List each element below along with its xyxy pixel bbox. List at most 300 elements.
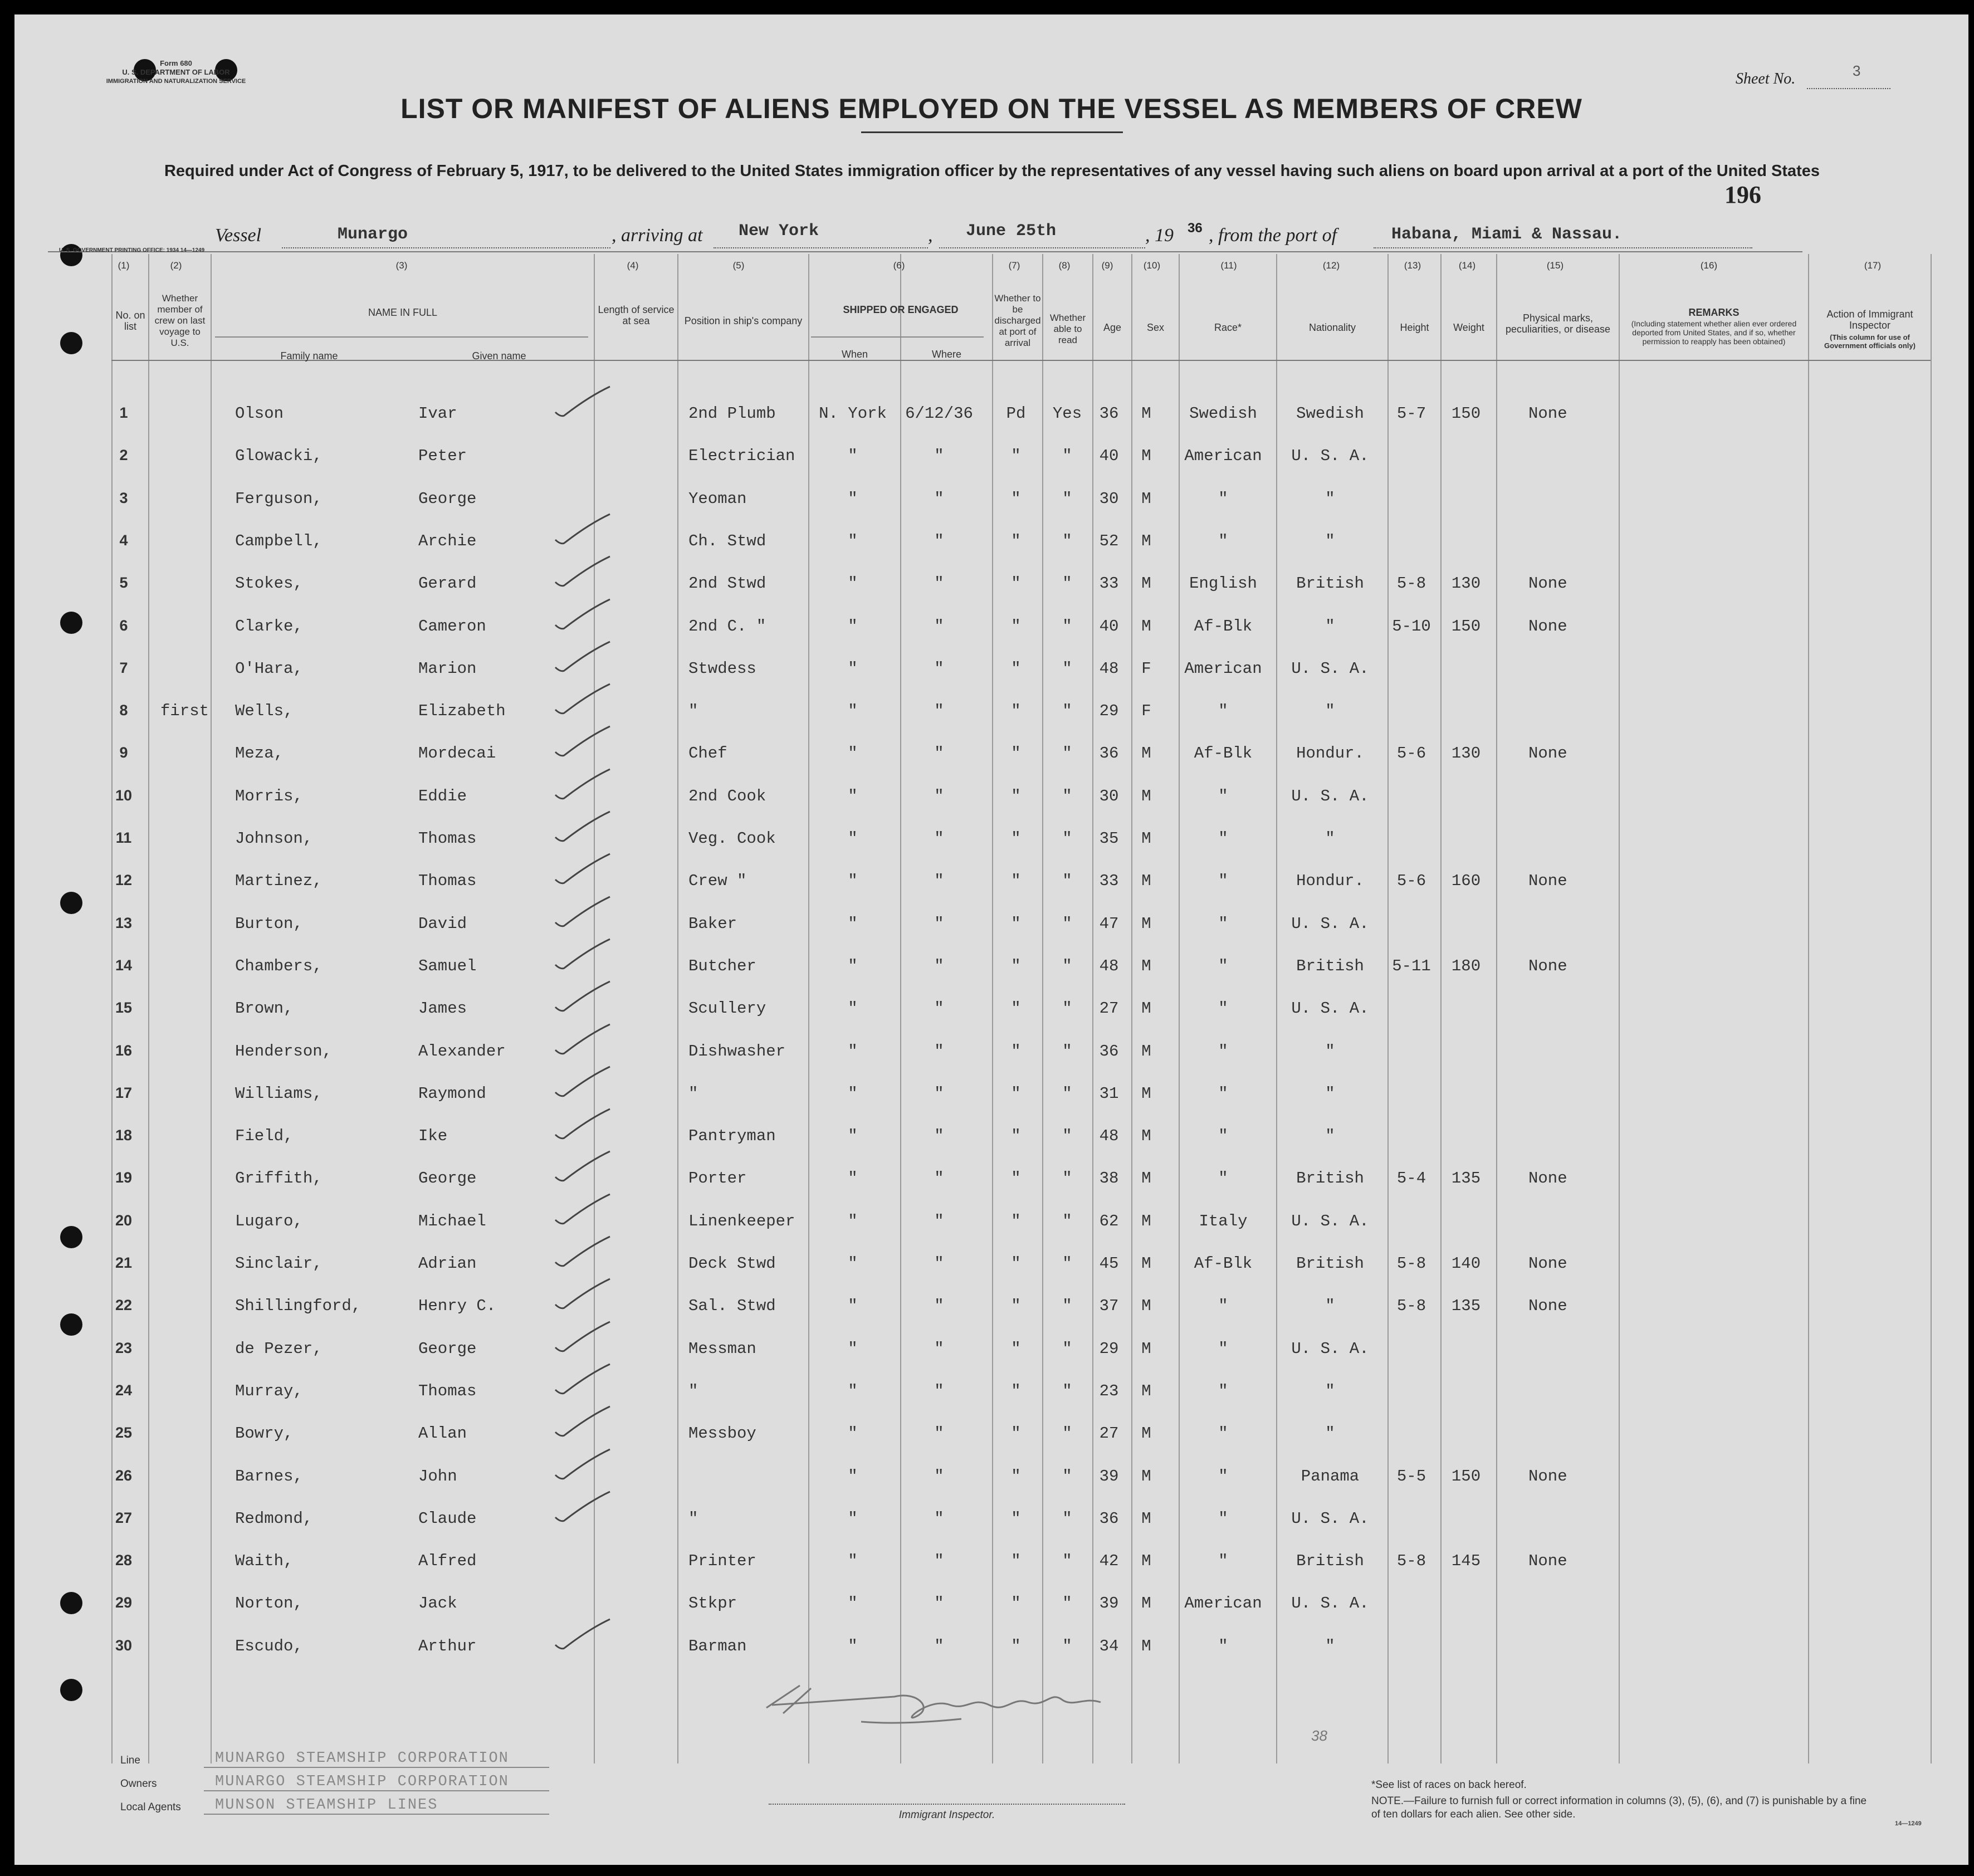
row-when: " [848, 1127, 858, 1146]
row-where: " [934, 1211, 944, 1230]
table-row [14, 526, 1968, 560]
row-age: 33 [1099, 574, 1119, 593]
colnum-3: (3) [395, 260, 408, 271]
row-when: " [848, 1381, 858, 1400]
row-weight: 135 [1451, 1297, 1481, 1316]
row-race: " [1218, 1127, 1228, 1146]
row-race: Af-Blk [1194, 1254, 1253, 1273]
row-given-name: Arthur [418, 1636, 477, 1655]
row-weight: 135 [1451, 1169, 1481, 1188]
row-able-to-read: " [1062, 617, 1072, 636]
row-nationality: British [1296, 1169, 1364, 1188]
row-number: 12 [115, 872, 133, 889]
from-port-label: , from the port of [1209, 225, 1337, 246]
row-nationality: British [1296, 574, 1364, 593]
name-rule [215, 336, 588, 338]
row-given-name: Mordecai [418, 744, 496, 763]
row-nationality: " [1325, 489, 1335, 508]
table-row [14, 1249, 1968, 1282]
row-family-name: Ferguson, [235, 489, 323, 508]
row-sex: M [1141, 531, 1151, 550]
row-sex: M [1141, 574, 1151, 593]
row-discharged: " [1011, 702, 1021, 721]
check-mark-icon [552, 808, 613, 847]
row-age: 33 [1099, 872, 1119, 891]
arrival-date: June 25th [966, 222, 1057, 241]
row-race: " [1218, 786, 1228, 805]
row-race: " [1218, 531, 1228, 550]
row-discharged: " [1011, 1636, 1021, 1655]
row-able-to-read: " [1062, 1042, 1072, 1061]
row-sex: M [1141, 1552, 1151, 1571]
row-where: " [934, 531, 944, 550]
header-action-note: (This column for use of Government officials only) [1824, 333, 1916, 350]
row-race: " [1218, 872, 1228, 891]
sheet-no-value: 3 [1853, 62, 1861, 79]
row-position: 2nd Plumb [688, 404, 776, 423]
check-mark-icon [552, 1318, 613, 1357]
punch-hole [60, 332, 82, 354]
row-age: 48 [1099, 956, 1119, 975]
check-mark-icon [552, 383, 613, 422]
row-number: 7 [119, 659, 128, 676]
row-nationality: U. S. A. [1291, 1339, 1369, 1358]
row-able-to-read: " [1062, 1169, 1072, 1188]
row-family-name: Stokes, [235, 574, 303, 593]
row-age: 36 [1099, 1509, 1119, 1528]
row-discharged: " [1011, 1297, 1021, 1316]
margin-note: 38 [1311, 1727, 1327, 1744]
row-height: 5-8 [1396, 1297, 1426, 1316]
row-where: " [934, 1297, 944, 1316]
colnum-8: (8) [1058, 260, 1071, 271]
header-family-name: Family name [280, 350, 338, 361]
row-race: " [1218, 1509, 1228, 1528]
row-race: " [1218, 829, 1228, 848]
row-able-to-read: " [1062, 1636, 1072, 1655]
row-where: " [934, 1169, 944, 1188]
line-value: MUNARGO STEAMSHIP CORPORATION [215, 1750, 509, 1767]
row-discharged: " [1011, 1042, 1021, 1061]
row-discharged: " [1011, 872, 1021, 891]
vessel-label: Vessel [215, 225, 262, 246]
check-mark-icon [552, 1233, 613, 1272]
row-height: 5-4 [1396, 1169, 1426, 1188]
row-number: 13 [115, 914, 133, 931]
row-where: " [934, 1084, 944, 1103]
table-row [14, 1376, 1968, 1410]
row-race: " [1218, 1297, 1228, 1316]
row-sex: M [1141, 956, 1151, 975]
table-row [14, 696, 1968, 730]
row-physical-marks: None [1528, 574, 1567, 593]
row-family-name: de Pezer, [235, 1339, 323, 1358]
row-family-name: Wells, [235, 702, 294, 721]
check-mark-icon [552, 1361, 613, 1400]
row-when: " [848, 1297, 858, 1316]
row-age: 29 [1099, 702, 1119, 721]
agents-value: MUNSON STEAMSHIP LINES [215, 1797, 438, 1814]
row-age: 62 [1099, 1211, 1119, 1230]
row-number: 19 [115, 1169, 133, 1186]
row-age: 39 [1099, 1467, 1119, 1486]
row-discharged: Pd [1006, 404, 1026, 423]
row-number: 4 [119, 531, 128, 549]
check-mark-icon [552, 1063, 613, 1102]
row-race: Swedish [1189, 404, 1257, 423]
header-where: Where [931, 349, 961, 360]
row-age: 35 [1099, 829, 1119, 848]
row-discharged: " [1011, 1084, 1021, 1103]
owners-value: MUNARGO STEAMSHIP CORPORATION [215, 1774, 509, 1790]
row-sex: F [1141, 659, 1151, 678]
row-given-name: Thomas [418, 872, 477, 891]
row-position: Messman [688, 1339, 756, 1358]
row-discharged: " [1011, 574, 1021, 593]
colnum-10: (10) [1143, 260, 1161, 271]
row-race: " [1218, 1467, 1228, 1486]
row-race: " [1218, 1381, 1228, 1400]
row-sex: M [1141, 1084, 1151, 1103]
row-height: 5-6 [1396, 872, 1426, 891]
row-able-to-read: " [1062, 1381, 1072, 1400]
row-race: Italy [1199, 1211, 1248, 1230]
row-age: 52 [1099, 531, 1119, 550]
row-height: 5-5 [1396, 1467, 1426, 1486]
row-weight: 140 [1451, 1254, 1481, 1273]
row-physical-marks: None [1528, 1297, 1567, 1316]
row-race: Af-Blk [1194, 744, 1253, 763]
row-when: " [848, 1084, 858, 1103]
row-physical-marks: None [1528, 1552, 1567, 1571]
row-age: 36 [1099, 1042, 1119, 1061]
check-mark-icon [552, 596, 613, 635]
vessel-name: Munargo [338, 225, 408, 244]
row-number: 22 [115, 1297, 133, 1314]
row-given-name: Allan [418, 1424, 467, 1443]
row-position: " [688, 1509, 698, 1528]
row-when: " [848, 1254, 858, 1273]
row-sex: M [1141, 447, 1151, 466]
row-when: " [848, 1169, 858, 1188]
list-number: 196 [1724, 181, 1761, 208]
row-where: " [934, 1552, 944, 1571]
row-race: " [1218, 1042, 1228, 1061]
arrival-port: New York [739, 222, 819, 241]
row-number: 26 [115, 1467, 133, 1484]
row-sex: M [1141, 999, 1151, 1018]
header-member-last-voyage: Whether member of crew on last voyage to U.S. [154, 293, 206, 348]
printing-note: U. S. GOVERNMENT PRINTING OFFICE: 1934 14—1249 [59, 247, 205, 253]
table-row [14, 612, 1968, 645]
row-physical-marks: None [1528, 872, 1567, 891]
line-field [204, 1767, 549, 1768]
row-where: " [934, 744, 944, 763]
row-height: 5-8 [1396, 1552, 1426, 1571]
row-weight: 150 [1451, 617, 1481, 636]
check-mark-icon [552, 681, 613, 720]
row-able-to-read: " [1062, 1211, 1072, 1230]
row-where: " [934, 1339, 944, 1358]
row-nationality: " [1325, 531, 1335, 550]
row-when: " [848, 1467, 858, 1486]
row-position: Yeoman [688, 489, 747, 508]
table-row [14, 1079, 1968, 1112]
row-nationality: " [1325, 1084, 1335, 1103]
row-age: 40 [1099, 447, 1119, 466]
header-physical-marks: Physical marks, peculiarities, or disease [1505, 312, 1611, 335]
row-where: " [934, 956, 944, 975]
row-nationality: " [1325, 1127, 1335, 1146]
header-sex: Sex [1146, 322, 1165, 333]
colnum-14: (14) [1458, 260, 1476, 271]
colnum-16: (16) [1700, 260, 1718, 271]
row-position: Crew " [688, 872, 747, 891]
sheet-no-label: Sheet No. [1736, 70, 1796, 87]
row-sex: M [1141, 404, 1151, 423]
row-when: " [848, 531, 858, 550]
row-position: Electrician [688, 447, 795, 466]
header-able-to-read: Whether able to read [1049, 312, 1086, 345]
row-height: 5-8 [1396, 574, 1426, 593]
row-number: 23 [115, 1339, 133, 1356]
row-number: 15 [115, 999, 133, 1017]
check-mark-icon [552, 1616, 613, 1655]
row-number: 20 [115, 1211, 133, 1229]
check-mark-icon [552, 1021, 613, 1060]
row-discharged: " [1011, 744, 1021, 763]
row-weight: 180 [1451, 956, 1481, 975]
row-able-to-read: " [1062, 702, 1072, 721]
row-sex: M [1141, 1339, 1151, 1358]
check-mark-icon [552, 1446, 613, 1485]
row-age: 30 [1099, 489, 1119, 508]
row-position: Ch. Stwd [688, 531, 766, 550]
check-mark-icon [552, 766, 613, 805]
row-discharged: " [1011, 829, 1021, 848]
row-when: " [848, 447, 858, 466]
colnum-7: (7) [1008, 260, 1020, 271]
row-number: 16 [115, 1042, 133, 1059]
colnum-12: (12) [1322, 260, 1340, 271]
form-identifier: Form 680 U. S. DEPARTMENT OF LABOR IMMIGRATION AND NATURALIZATION SERVICE [106, 59, 246, 85]
row-weight: 130 [1451, 744, 1481, 763]
header-remarks-note: (Including statement whether alien ever ordered deported from United States, and if so, whether permission to reapply has been obtained) [1631, 319, 1797, 346]
row-weight: 130 [1451, 574, 1481, 593]
row-number: 14 [115, 956, 133, 974]
row-number: 21 [115, 1254, 133, 1271]
agents-field [204, 1814, 549, 1815]
table-row [14, 1121, 1968, 1155]
row-when: " [848, 1339, 858, 1358]
row-when: " [848, 1424, 858, 1443]
row-where: " [934, 872, 944, 891]
row-nationality: " [1325, 702, 1335, 721]
inspector-line [769, 1804, 1125, 1805]
row-physical-marks: None [1528, 404, 1567, 423]
row-number: 9 [119, 744, 128, 761]
row-number: 27 [115, 1509, 133, 1526]
row-given-name: Ivar [418, 404, 457, 423]
row-given-name: Henry C. [418, 1297, 496, 1316]
row-when: N. York [819, 404, 887, 423]
row-age: 45 [1099, 1254, 1119, 1273]
row-number: 11 [115, 829, 132, 846]
row-discharged: " [1011, 1254, 1021, 1273]
row-given-name: Jack [418, 1594, 457, 1613]
page-subtitle: Required under Act of Congress of February 5, 1917, to be delivered to the United States immigration officer by the representatives of any vessel having such aliens on board upon arrival at a port of the United States [164, 162, 1820, 180]
title-rule [861, 131, 1123, 133]
from-port-line [1374, 247, 1752, 248]
row-family-name: Lugaro, [235, 1211, 303, 1230]
row-able-to-read: " [1062, 829, 1072, 848]
row-family-name: Sinclair, [235, 1254, 323, 1273]
row-family-name: Redmond, [235, 1509, 313, 1528]
row-nationality: Hondur. [1296, 744, 1364, 763]
row-able-to-read: " [1062, 1127, 1072, 1146]
row-family-name: Clarke, [235, 617, 303, 636]
row-discharged: " [1011, 999, 1021, 1018]
row-nationality: U. S. A. [1291, 447, 1369, 466]
row-when: " [848, 999, 858, 1018]
row-where: " [934, 1254, 944, 1273]
row-nationality: U. S. A. [1291, 914, 1369, 933]
row-able-to-read: " [1062, 956, 1072, 975]
table-row [14, 781, 1968, 815]
row-height: 5-10 [1392, 617, 1431, 636]
row-family-name: Waith, [235, 1552, 294, 1571]
row-nationality: " [1325, 1042, 1335, 1061]
row-able-to-read: " [1062, 531, 1072, 550]
row-number: 3 [119, 489, 128, 506]
colnum-4: (4) [627, 260, 639, 271]
row-able-to-read: Yes [1052, 404, 1082, 423]
row-position: Stkpr [688, 1594, 737, 1613]
table-row [14, 824, 1968, 857]
row-sex: M [1141, 1467, 1151, 1486]
row-nationality: " [1325, 617, 1335, 636]
table-row [14, 569, 1968, 602]
row-when: " [848, 829, 858, 848]
row-sex: M [1141, 1254, 1151, 1273]
inspector-label: Immigrant Inspector. [898, 1809, 995, 1821]
row-able-to-read: " [1062, 999, 1072, 1018]
row-number: 18 [115, 1127, 133, 1144]
row-when: " [848, 872, 858, 891]
header-name-in-full: NAME IN FULL [368, 307, 438, 318]
row-family-name: Williams, [235, 1084, 323, 1103]
row-physical-marks: None [1528, 1254, 1567, 1273]
row-family-name: Burton, [235, 914, 303, 933]
owners-field [204, 1790, 549, 1791]
row-family-name: Johnson, [235, 829, 313, 848]
check-mark-icon [552, 1191, 613, 1230]
row-discharged: " [1011, 617, 1021, 636]
table-row [14, 399, 1968, 432]
row-able-to-read: " [1062, 1509, 1072, 1528]
row-family-name: Norton, [235, 1594, 303, 1613]
row-nationality: U. S. A. [1291, 1211, 1369, 1230]
table-row [14, 1164, 1968, 1197]
row-given-name: Eddie [418, 786, 467, 805]
row-able-to-read: " [1062, 1594, 1072, 1613]
row-family-name: Henderson, [235, 1042, 333, 1061]
row-nationality: " [1325, 829, 1335, 848]
arriving-label: , arriving at [612, 225, 703, 246]
check-mark-icon [552, 553, 613, 592]
header-no-on-list: No. on list [115, 310, 145, 332]
row-discharged: " [1011, 1509, 1021, 1528]
row-where: " [934, 1509, 944, 1528]
table-row [14, 1037, 1968, 1070]
row-able-to-read: " [1062, 1467, 1072, 1486]
row-race: English [1189, 574, 1257, 593]
check-mark-icon [552, 851, 613, 890]
row-age: 42 [1099, 1552, 1119, 1571]
row-discharged: " [1011, 1552, 1021, 1571]
row-family-name: Olson [235, 404, 284, 423]
table-row [14, 1291, 1968, 1325]
row-race: " [1218, 1552, 1228, 1571]
table-row [14, 994, 1968, 1027]
header-position: Position in ship's company [684, 315, 803, 326]
row-when: " [848, 1552, 858, 1571]
check-mark-icon [552, 1403, 613, 1442]
table-row [14, 1546, 1968, 1580]
colnum-11: (11) [1220, 260, 1237, 271]
row-nationality: Swedish [1296, 404, 1364, 423]
row-where: " [934, 1381, 944, 1400]
table-row [14, 1504, 1968, 1537]
row-sex: M [1141, 744, 1151, 763]
row-where: " [934, 999, 944, 1018]
row-race: " [1218, 1424, 1228, 1443]
row-race: " [1218, 1084, 1228, 1103]
row-physical-marks: None [1528, 1467, 1567, 1486]
arriving-line [714, 247, 928, 248]
row-number: 5 [119, 574, 128, 592]
row-sex: M [1141, 872, 1151, 891]
row-given-name: Archie [418, 531, 477, 550]
table-row [14, 1589, 1968, 1622]
row-able-to-read: " [1062, 489, 1072, 508]
row-number: 24 [115, 1381, 133, 1399]
row-able-to-read: " [1062, 659, 1072, 678]
row-nationality: U. S. A. [1291, 1509, 1369, 1528]
row-family-name: O'Hara, [235, 659, 303, 678]
row-discharged: " [1011, 1211, 1021, 1230]
row-sex: M [1141, 1424, 1151, 1443]
row-sex: M [1141, 1636, 1151, 1655]
sheet-no-line [1807, 88, 1890, 89]
row-given-name: George [418, 1169, 477, 1188]
row-nationality: " [1325, 1297, 1335, 1316]
row-discharged: " [1011, 489, 1021, 508]
row-physical-marks: None [1528, 617, 1567, 636]
row-sex: M [1141, 786, 1151, 805]
row-able-to-read: " [1062, 744, 1072, 763]
row-number: 10 [115, 786, 133, 804]
check-mark-icon [552, 1276, 613, 1315]
row-number: 1 [119, 404, 128, 421]
row-given-name: Alfred [418, 1552, 477, 1571]
table-row [14, 1334, 1968, 1367]
row-position: 2nd C. " [688, 617, 766, 636]
row-when: " [848, 489, 858, 508]
row-given-name: Alexander [418, 1042, 506, 1061]
vessel-line [282, 247, 610, 248]
colnum-1: (1) [118, 260, 130, 271]
